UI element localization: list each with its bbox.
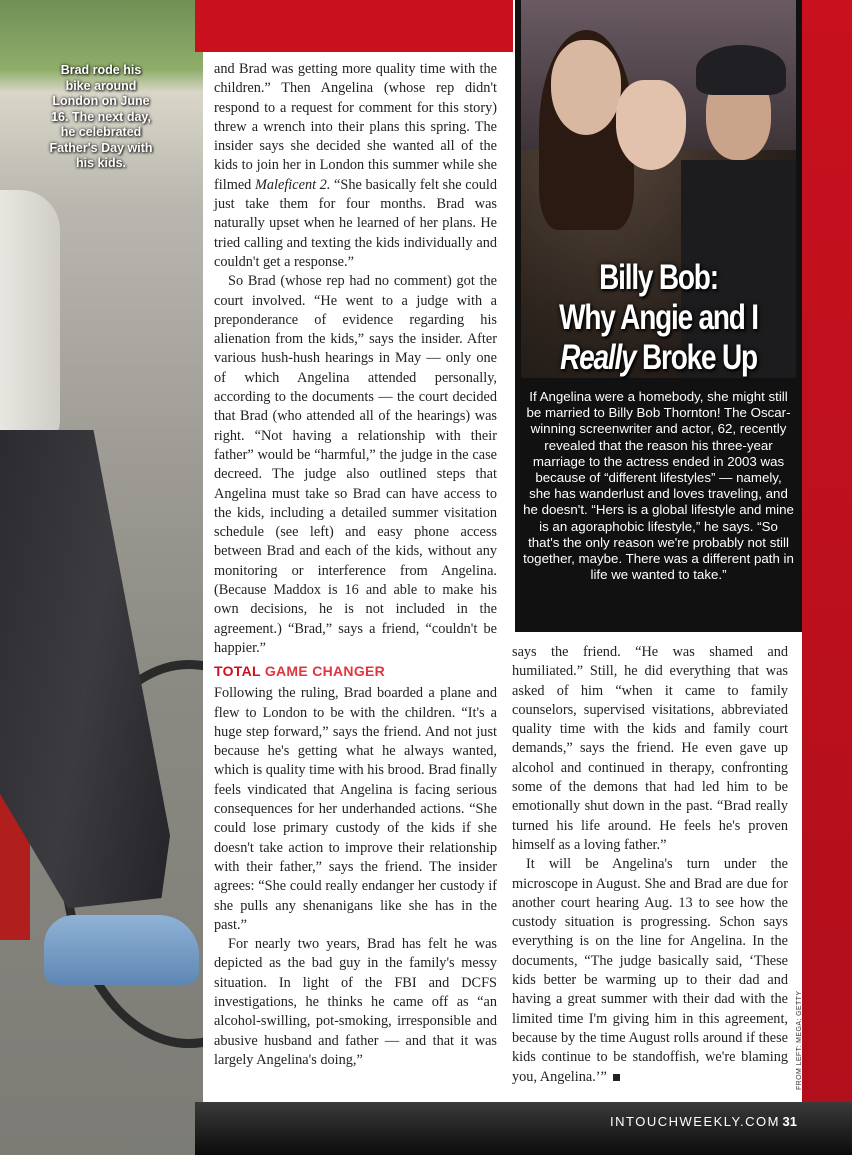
subhead-part-2: GAME CHANGER [260,663,386,679]
subhead-part-1: TOTAL [214,663,261,679]
film-title: Maleficent 2. [254,176,331,193]
article-column-1 [214,60,497,658]
paragraph-3: Following the ruling, Brad boarded a plane and flew to London to be with the children. “It's a huge step forward,” says the friend. And not just because he's getting what he always wanted, which is quality time with his brood. Brad finally feels vindicated that Angelina is facing serious consequences for her underhanded actions. “She could lose primary custody of the kids if she doesn't take action to improve their relationship with their father,” says the friend. The insider agrees: “She could really endanger her custody if she pulls any shenanigans like she has in the past.” [214,685,497,933]
face-shape-left [551,40,621,135]
headline-end: Broke Up [635,338,757,377]
headline-line-2: Why Angie and I [559,298,758,337]
article-column-3 [512,643,788,1087]
hat-shape [696,45,786,95]
paragraph-1 [214,60,497,272]
bike-photo [0,0,203,1155]
section-subhead [214,662,497,681]
paragraph-6 [512,855,788,1087]
sidebar-headline [549,258,769,378]
paragraph-4: For nearly two years, Brad has felt he was depicted as the bad guy in the family's messy situation. In light of the FBI and DCFS investigations, he thinks he came off as “an alcohol-swilling, pot-smoking, irresponsible and abusive husband and father — and that it was largely Angelina's doing,” [214,936,497,1068]
shoe-shape [44,915,199,985]
footer-website: INTOUCHWEEKLY.COM [610,1114,780,1129]
paragraph-6-text: It will be Angelina's turn under the microscope in August. She and Brad are due for another court hearing Aug. 13 to see how the custody situation is progressing. Schon says everything is on the line for Angelina. In the documents, “The judge basically said, ‘These kids better be warming up to their dad and having a great summer with their dad with the limited time I'm giving him in this agreement, because by the time August rolls around if these kids continue to be standoffish, we're blaming you, Angelina.’” [512,856,788,1085]
page-footer [195,1102,852,1155]
photo-caption: Brad rode his bike around London on June 16. The next day, he celebrated Father's Day with his kids. [49,63,153,170]
right-red-band [802,0,852,1155]
sidebar-box [515,0,802,632]
shirt-shape [0,190,60,450]
article-column-2 [214,662,497,1070]
paragraph-2: So Brad (whose rep had no comment) got the court involved. “He went to a judge with a preponderance of evidence regarding his alienation from the kids,” says the insider. After various hush-hush hearings in May — only one of which Angelina attended personally, according to the documents — the court decided that Brad (who attended all of the hearings) was right. “Not having a relationship with their father” would be “harmful,” the judge in the case decreed. The judge also outlined steps that Angelina must take so Brad can have access to the kids, including a detailed summer visitation schedule (see left) and easy phone access between Brad and each of the kids, without any monitoring or interference from Angelina. (Because Maddox is 16 and able to make his own decisions, he is not included in the agreement.) “Brad,” says a friend, “couldn't be happier.” [214,273,497,656]
page-number: 31 [782,1114,797,1129]
headline-line-1: Billy Bob: [599,258,718,297]
photo-credit: FROM LEFT: MEGA; GETTY [796,990,803,1090]
headline-line-3 [549,338,769,378]
headline-italic: Really [560,338,636,377]
hand-shape [616,80,686,170]
paragraph-5: says the friend. “He was shamed and humiliated.” Still, he did everything that was asked of him “when it came to family counselors, supervised visitations, abbreviated quality time with the kids and family court demands,” says the friend. He even gave up alcohol and continued in therapy, confronting some of the demons that had led him to be emotionally shut down in the past. “Brad really turned his life around. He feels he's proven himself as a loving father.” [512,644,788,853]
end-mark-icon [613,1074,620,1081]
top-red-band [195,0,513,52]
sidebar-body: If Angelina were a homebody, she might still be married to Billy Bob Thornton! The Oscar-winning screenwriter and actor, 62, recently revealed that the reason his three-year marriage to the actress ended in 2003 was because of “different lifestyles” — namely, she has wanderlust and loves traveling, and he doesn't. “Hers is a global lifestyle and mine is an agoraphobic lifestyle,” he says. “So that's the only reason we're probably not still together, maybe. There was a different path in life we wanted to take.” [523,389,794,583]
paragraph-1-a: and Brad was getting more quality time with the children.” Then Angelina (whose rep didn't respond to a request for comment for this story) threw a wrench into their plans this spring. The insider says she decided she wanted all of the kids to join her in London this summer while she filmed [214,61,497,193]
paragraph-1-b: “She basically felt she could just take them for four months. Brad was naturally upset when he learned of her plans. He tried calling and texting the kids individually and couldn't get a response.” [214,176,497,270]
